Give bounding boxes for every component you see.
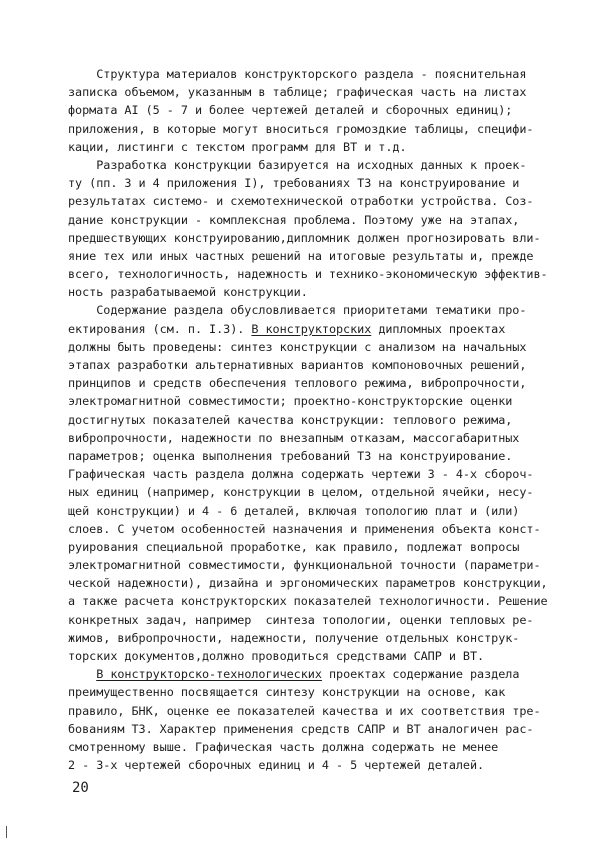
scan-margin-mark — [6, 826, 7, 838]
text-line: ектирования (см. п. I.3). В конструкторских дипломных проектах — [68, 321, 506, 336]
text-line: кации, листинги с текстом программ для ВТ и т.д. — [68, 139, 407, 154]
text-line: руирования специальной проработке, как правило, подлежат вопросы — [68, 539, 520, 554]
text-line: яние тех или иных частных решений на итоговые результаты и, прежде — [68, 248, 534, 263]
page-number: 20 — [72, 780, 89, 796]
text-line: конкретных задач, например синтеза топологии, оценки тепловых ре- — [68, 612, 534, 627]
text-line: смотренному выше. Графическая часть должна содержать не менее — [68, 739, 499, 754]
text-line: принципов и средств обеспечения теплового режима, вибропрочности, — [68, 376, 527, 391]
text-line: этапах разработки альтернативных вариантов компоновочных решений, — [68, 358, 527, 372]
text-line: Структура материалов конструкторского раздела - пояснительная — [68, 67, 527, 81]
text-line: Разработка конструкции базируется на исходных данных к проек- — [68, 157, 527, 172]
text-line: бованиям ТЗ. Характер применения средств САПР и ВТ аналогичен рас- — [68, 721, 534, 736]
text-line: приложения, в которые могут вноситься громоздкие таблицы, специфи- — [68, 121, 534, 136]
text-line: записка объемом, указанным в таблице; графическая часть на листах — [68, 85, 527, 100]
underlined-term: В конструкторских — [251, 321, 372, 336]
text-line: Содержание раздела обусловливается приоритетами тематики про- — [68, 303, 527, 318]
text-line: всего, технологичность, надежность и технико-экономическую эффектив- — [68, 267, 548, 282]
text-line: достигнутых показателей качества конструкции: теплового режима, — [68, 412, 513, 427]
text-line: торских документов,должно проводиться средствами САПР и ВТ. — [68, 649, 485, 663]
text-line: должны быть проведены: синтез конструкции с анализом на начальных — [68, 339, 527, 354]
text-line: ных единиц (например, конструкции в целом, отдельной ячейки, несу- — [68, 485, 534, 500]
text-line: преимущественно посвящается синтезу конструкции на основе, как — [68, 685, 506, 700]
text-line: дание конструкции - комплексная проблема. Поэтому уже на этапах, — [68, 212, 520, 227]
text-line: результатах системо- и схемотехнической отработки устройства. Соз- — [68, 194, 534, 209]
text-line: слоев. С учетом особенностей назначения и применения объекта конст- — [68, 521, 541, 536]
text-line: электромагнитной совместимости; проектно-конструкторские оценки — [68, 394, 513, 409]
underlined-term: В конструкторско-технологических — [96, 667, 322, 682]
text-line: 2 - 3-х чертежей сборочных единиц и 4 - 5 чертежей деталей. — [68, 758, 485, 773]
text-line: жимов, вибропрочности, надежности, получение отдельных конструк- — [68, 630, 520, 645]
body-text — [68, 65, 548, 774]
text-line: щей конструкции) и 4 - 6 деталей, включая топологию плат и (или) — [68, 503, 520, 518]
text-line: Графическая часть раздела должна содержать чертежи 3 - 4-х сбороч- — [68, 467, 534, 482]
text-line: правило, БНК, оценке ее показателей качества и их соответствия тре- — [68, 703, 541, 718]
text-line: предшествующих конструированию,дипломник должен прогнозировать вли- — [68, 230, 541, 245]
text-line: В конструкторско-технологических проектах содержание раздела — [96, 667, 520, 682]
text-line: формата АI (5 - 7 и более чертежей деталей и сборочных единиц); — [68, 103, 513, 118]
text-line: электромагнитной совместимости, функциональной точности (параметри- — [68, 558, 541, 573]
text-line: ту (пп. 3 и 4 приложения I), требованиях ТЗ на конструирование и — [68, 176, 520, 191]
text-line: параметров; оценка выполнения требований ТЗ на конструирование. — [68, 448, 513, 463]
text-line: а также расчета конструкторских показателей технологичности. Решение — [68, 594, 548, 609]
text-line: вибропрочности, надежности по внезапным отказам, массогабаритных — [68, 430, 520, 445]
text-line: ческой надежности), дизайна и эргономических параметров конструкции, — [68, 576, 548, 591]
text-line: ность разрабатываемой конструкции. — [68, 285, 308, 300]
